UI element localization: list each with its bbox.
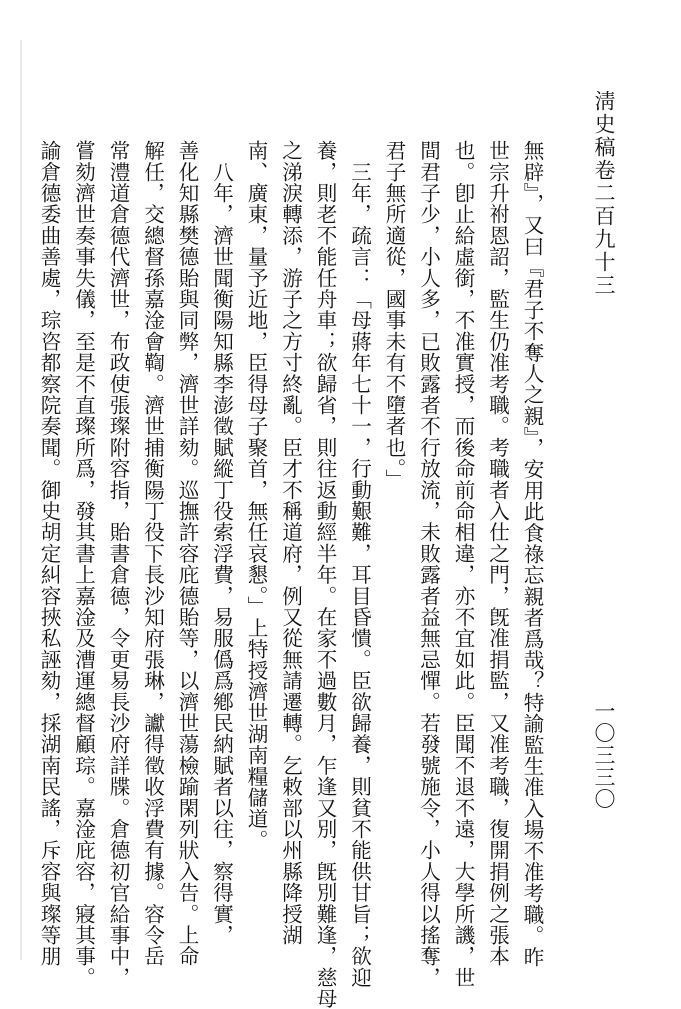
text-column: 常澧道倉德代濟世，布政使張璨附容指，貽書倉德，令更易長沙府詳牒。倉德初官給事中， xyxy=(106,140,130,988)
text-column: 也。卽止給虛銜，不准實授，而後命前命相違，亦不宜如此。臣聞不退不遠，大學所譏，世 xyxy=(451,140,475,988)
body-text xyxy=(37,140,549,1009)
text-column: 三年，疏言：「母蔣年七十一，行動艱難，耳目昏憒。臣欲歸養，則貧不能供甘旨；欲迎 xyxy=(347,140,372,988)
text-column: 無辟』，又曰『君子不奪人之親』，安用此食祿忘親者爲哉？特諭監生准入場不准考職。昨 xyxy=(520,140,544,968)
text-column: 之涕淚轉添，游子之方寸終亂。臣才不稱道府，例又從無請遷轉。乞敕部以州縣降授湖 xyxy=(278,140,303,946)
page-number: 一〇三三〇 xyxy=(592,700,616,810)
text-column: 南、廣東，量予近地，臣得母子聚首，無任哀懇。」上特授濟世湖南糧儲道。 xyxy=(244,140,268,851)
text-column: 八年，濟世聞衡陽知縣李澎徵賦縱丁役索浮費，易服僞爲鄕民納賦者以往，察得實， xyxy=(209,140,234,946)
page-shadow-line xyxy=(20,40,22,960)
running-title: 淸史稿卷二百九十三 xyxy=(592,90,616,297)
text-column: 間君子少，小人多，已敗露者不行放流，未敗露者益無忌憚。若發號施令，小人得以搖奪， xyxy=(416,140,441,988)
text-column: 養，則老不能任舟車；欲歸省，則往返動經半年。在家不過數月，乍逢又別，旣別難逢，慈母 xyxy=(313,140,337,1009)
text-column: 善化知縣樊德貽與同弊，濟世詳劾。巡撫許容庇德貽等，以濟世蕩檢踰閑列狀入告。上命 xyxy=(175,140,199,967)
text-column: 君子無所適從，國事未有不墮者也。」 xyxy=(382,140,406,491)
text-column: 諭倉德委曲善處，琮咨都察院奏聞。御史胡定糾容挾私誣劾，採湖南民謠，斥容與璨等朋 xyxy=(37,140,61,967)
text-column: 世宗升祔恩詔，監生仍准考職。考職者入仕之門，旣准捐監，又准考職，復開捐例之張本 xyxy=(485,140,510,967)
text-column: 解任，交總督孫嘉淦會鞫。濟世捕衡陽丁役下長沙知府張琳，讞得徵收浮費有據。容令岳 xyxy=(140,140,165,967)
text-column: 嘗劾濟世奏事失儀，至是不直璨所爲，發其書上嘉淦及漕運總督顧琮。嘉淦庇容，寢其事。 xyxy=(71,140,96,988)
